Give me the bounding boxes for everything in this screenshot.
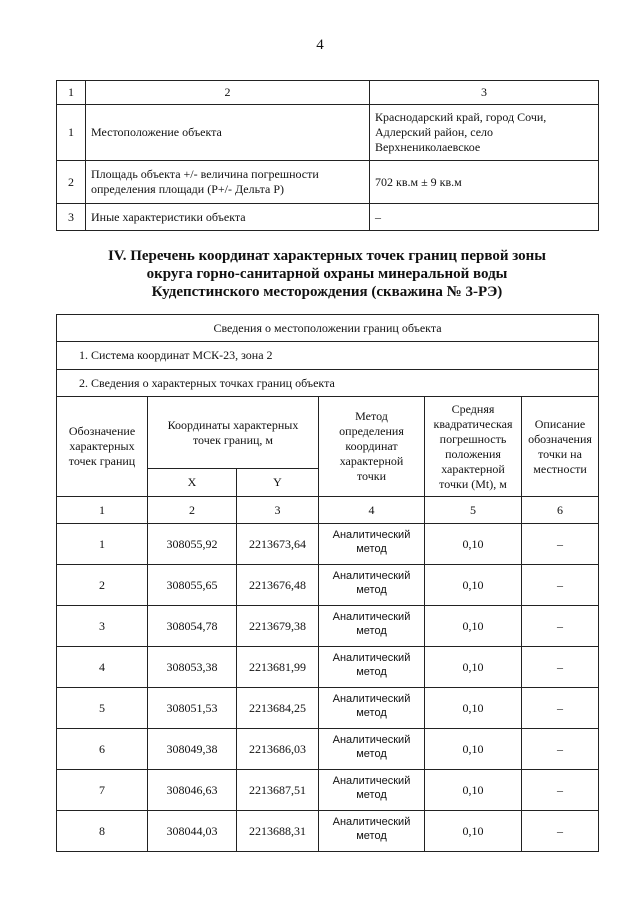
column-number: 1 <box>57 497 148 524</box>
coord-x: 308044,03 <box>148 811 237 852</box>
col-header-y: Y <box>237 469 319 497</box>
coord-y: 2213673,64 <box>237 524 319 565</box>
coord-y: 2213686,03 <box>237 729 319 770</box>
coord-x: 308053,38 <box>148 647 237 688</box>
row-label: Местоположение объекта <box>86 105 370 161</box>
table-row <box>57 524 599 565</box>
column-number: 5 <box>425 497 522 524</box>
table-row <box>57 770 599 811</box>
page-number: 4 <box>316 37 324 53</box>
col-header-coords: Координаты характерных точек границ, м <box>148 397 319 469</box>
points-section-title: 2. Сведения о характерных точках границ объекта <box>57 370 599 397</box>
point-number: 1 <box>57 524 148 565</box>
coord-x: 308051,53 <box>148 688 237 729</box>
point-number: 3 <box>57 606 148 647</box>
mt-value: 0,10 <box>425 606 522 647</box>
table-title: Сведения о местоположении границ объекта <box>57 315 599 342</box>
mt-value: 0,10 <box>425 770 522 811</box>
point-description: – <box>522 688 599 729</box>
header-cell: 3 <box>370 81 599 105</box>
column-number: 4 <box>319 497 425 524</box>
point-description: – <box>522 565 599 606</box>
table-row <box>57 688 599 729</box>
point-description: – <box>522 770 599 811</box>
row-label: Иные характеристики объекта <box>86 204 370 231</box>
table-row <box>57 729 599 770</box>
point-description: – <box>522 811 599 852</box>
row-number: 1 <box>57 105 86 161</box>
coord-y: 2213684,25 <box>237 688 319 729</box>
mt-value: 0,10 <box>425 811 522 852</box>
method-cell: Аналитический метод <box>319 606 425 647</box>
point-number: 2 <box>57 565 148 606</box>
header-cell: 1 <box>57 81 86 105</box>
coord-y: 2213679,38 <box>237 606 319 647</box>
row-value: – <box>370 204 599 231</box>
point-number: 4 <box>57 647 148 688</box>
row-number: 3 <box>57 204 86 231</box>
coord-y: 2213688,31 <box>237 811 319 852</box>
row-label: Площадь объекта +/- величина погрешности определения площади (Р+/- Дельта Р) <box>86 161 370 204</box>
row-value: Краснодарский край, город Сочи, Адлерский район, село Верхнениколаевское <box>370 105 599 161</box>
method-cell: Аналитический метод <box>319 688 425 729</box>
table-row <box>57 105 599 161</box>
table-row <box>57 204 599 231</box>
point-description: – <box>522 647 599 688</box>
col-header-method: Метод определения координат характерной точки <box>319 397 425 497</box>
method-cell: Аналитический метод <box>319 770 425 811</box>
column-number: 6 <box>522 497 599 524</box>
mt-value: 0,10 <box>425 729 522 770</box>
coord-x: 308055,65 <box>148 565 237 606</box>
column-number: 3 <box>237 497 319 524</box>
table-row <box>57 647 599 688</box>
numbering-row <box>57 497 599 524</box>
col-header-error: Средняя квадратическая погрешность положения характерной точки (Mt), м <box>425 397 522 497</box>
point-description: – <box>522 606 599 647</box>
mt-value: 0,10 <box>425 565 522 606</box>
method-cell: Аналитический метод <box>319 729 425 770</box>
coord-x: 308054,78 <box>148 606 237 647</box>
col-header-point: Обозначение характерных точек границ <box>57 397 148 497</box>
table-row <box>57 565 599 606</box>
coordinate-system: 1. Система координат МСК-23, зона 2 <box>57 342 599 370</box>
coord-y: 2213681,99 <box>237 647 319 688</box>
method-cell: Аналитический метод <box>319 811 425 852</box>
method-cell: Аналитический метод <box>319 647 425 688</box>
col-header-x: X <box>148 469 237 497</box>
header-cell: 2 <box>86 81 370 105</box>
method-cell: Аналитический метод <box>319 565 425 606</box>
point-description: – <box>522 729 599 770</box>
column-number: 2 <box>148 497 237 524</box>
coord-y: 2213676,48 <box>237 565 319 606</box>
row-number: 2 <box>57 161 86 204</box>
method-cell: Аналитический метод <box>319 524 425 565</box>
table-header-row <box>57 81 599 105</box>
point-description: – <box>522 524 599 565</box>
mt-value: 0,10 <box>425 647 522 688</box>
table-row <box>57 606 599 647</box>
mt-value: 0,10 <box>425 524 522 565</box>
points-body <box>57 524 599 852</box>
heading-line: округа горно-санитарной охраны минеральной воды <box>146 266 508 282</box>
object-info-table <box>56 80 599 231</box>
section-heading <box>60 247 594 301</box>
col-header-description: Описание обозначения точки на местности <box>522 397 599 497</box>
row-value: 702 кв.м ± 9 кв.м <box>370 161 599 204</box>
point-number: 7 <box>57 770 148 811</box>
point-number: 6 <box>57 729 148 770</box>
table-row <box>57 161 599 204</box>
heading-line: IV. Перечень координат характерных точек границ первой зоны <box>107 248 547 264</box>
coord-x: 308055,92 <box>148 524 237 565</box>
mt-value: 0,10 <box>425 688 522 729</box>
heading-line: Кудепстинского месторождения (скважина № 3-РЭ) <box>151 284 503 300</box>
point-number: 5 <box>57 688 148 729</box>
table-row <box>57 811 599 852</box>
coord-x: 308049,38 <box>148 729 237 770</box>
coord-y: 2213687,51 <box>237 770 319 811</box>
coordinates-table <box>56 314 599 852</box>
coord-x: 308046,63 <box>148 770 237 811</box>
point-number: 8 <box>57 811 148 852</box>
